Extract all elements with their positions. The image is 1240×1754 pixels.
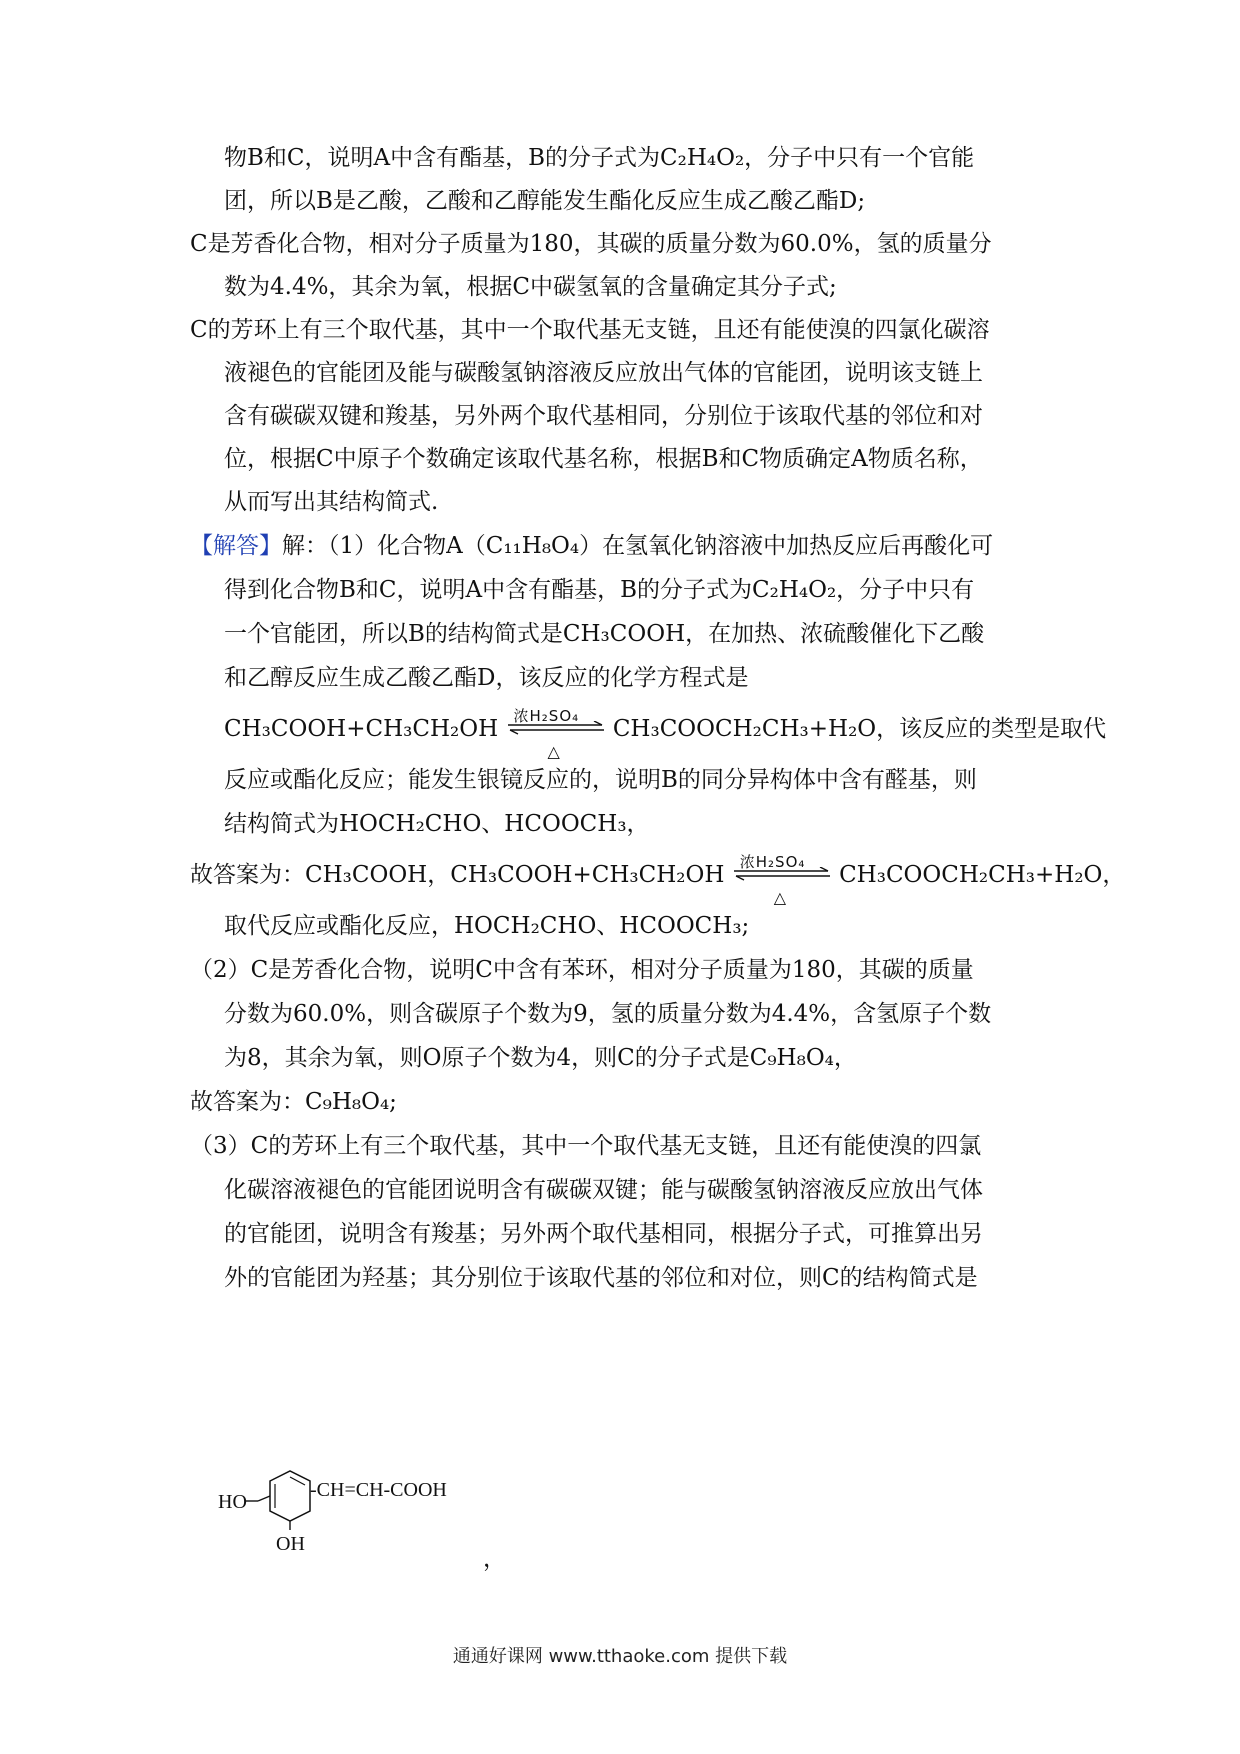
text-line: 分数为60.0%，则含碳原子个数为9，氢的质量分数为4.4%，含氢原子个数 — [224, 1001, 992, 1027]
text-line: 的官能团，说明含有羧基；另外两个取代基相同，根据分子式，可推算出另 — [224, 1221, 983, 1247]
text-line: 反应或酯化反应；能发生银镜反应的，说明B的同分异构体中含有醛基，则 — [224, 767, 977, 793]
text-line: 和乙醇反应生成乙酸乙酯D，该反应的化学方程式是 — [224, 665, 749, 691]
text-line: 从而写出其结构简式. — [224, 489, 439, 515]
text-line: 含有碳碳双键和羧基，另外两个取代基相同，分别位于该取代基的邻位和对 — [224, 403, 983, 429]
structural-formula — [218, 1468, 518, 1558]
structure-side-chain: -CH=CH-COOH — [310, 1479, 447, 1501]
equilibrium-arrows-icon — [732, 867, 832, 881]
text-line: 物B和C，说明A中含有酯基，B的分子式为C₂H₄O₂，分子中只有一个官能 — [224, 145, 975, 171]
equilibrium-arrows-icon — [506, 721, 606, 735]
structure-ho-group: HO — [218, 1491, 247, 1513]
equation-line: 故答案为：CH₃COOH，CH₃COOH+CH₃CH₂OH 浓H₂SO₄ △ CH₃COOCH₂CH₃+H₂O， — [190, 860, 1125, 891]
answer-tag: 【解答】 — [190, 533, 282, 559]
text-line: （2）C是芳香化合物，说明C中含有苯环，相对分子质量为180，其碳的质量 — [190, 957, 974, 983]
benzene-ring-icon — [270, 1471, 310, 1521]
reversible-arrow — [506, 707, 606, 761]
text-line: C是芳香化合物，相对分子质量为180，其碳的质量分数为60.0%，氢的质量分 — [190, 231, 992, 257]
text-line: 一个官能团，所以B的结构简式是CH₃COOH，在加热、浓硫酸催化下乙酸 — [224, 621, 985, 647]
text-line: 位，根据C中原子个数确定该取代基名称，根据B和C物质确定A物质名称， — [224, 446, 983, 472]
condition-label: △ — [773, 888, 787, 907]
page-footer: 通通好课网 www.tthaoke.com 提供下载 — [452, 1646, 788, 1667]
text-line: 为8，其余为氧，则O原子个数为4，则C的分子式是C₉H₈O₄， — [224, 1045, 857, 1071]
text-line: 结构简式为HOCH₂CHO、HCOOCH₃， — [224, 811, 650, 837]
reversible-arrow — [732, 853, 832, 907]
text-line: 化碳溶液褪色的官能团说明含有碳碳双键；能与碳酸氢钠溶液反应放出气体 — [224, 1177, 983, 1203]
structure-oh-group: OH — [276, 1533, 305, 1555]
text-line: 液褪色的官能团及能与碳酸氢钠溶液反应放出气体的官能团，说明该支链上 — [224, 360, 983, 386]
text-line: 得到化合物B和C，说明A中含有酯基，B的分子式为C₂H₄O₂，分子中只有 — [224, 577, 975, 603]
condition-label: △ — [547, 742, 560, 761]
text-line: C的芳环上有三个取代基，其中一个取代基无支链，且还有能使溴的四氯化碳溶 — [190, 317, 990, 343]
text-line: 取代反应或酯化反应，HOCH₂CHO、HCOOCH₃; — [224, 913, 750, 939]
text-line: 数为4.4%，其余为氧，根据C中碳氢氧的含量确定其分子式; — [224, 274, 837, 300]
catalyst-label: 浓H₂SO₄ — [739, 853, 806, 871]
text-line: 团，所以B是乙酸，乙酸和乙醇能发生酯化反应生成乙酸乙酯D; — [224, 188, 866, 214]
text-line: （3）C的芳环上有三个取代基，其中一个取代基无支链，且还有能使溴的四氯 — [190, 1133, 982, 1159]
text-line: 【解答】解：（1）化合物A（C₁₁H₈O₄）在氢氧化钠溶液中加热反应后再酸化可 — [190, 533, 994, 559]
trailing-comma: ， — [483, 1546, 506, 1572]
catalyst-label: 浓H₂SO₄ — [513, 707, 580, 725]
text-line: 外的官能团为羟基；其分别位于该取代基的邻位和对位，则C的结构简式是 — [224, 1265, 978, 1291]
text-line: 故答案为：C₉H₈O₄; — [190, 1089, 397, 1115]
equation-line: CH₃COOH+CH₃CH₂OH 浓H₂SO₄ △ CH₃COOCH₂CH₃+H₂O，该反应的类型是取代 — [224, 714, 1106, 745]
